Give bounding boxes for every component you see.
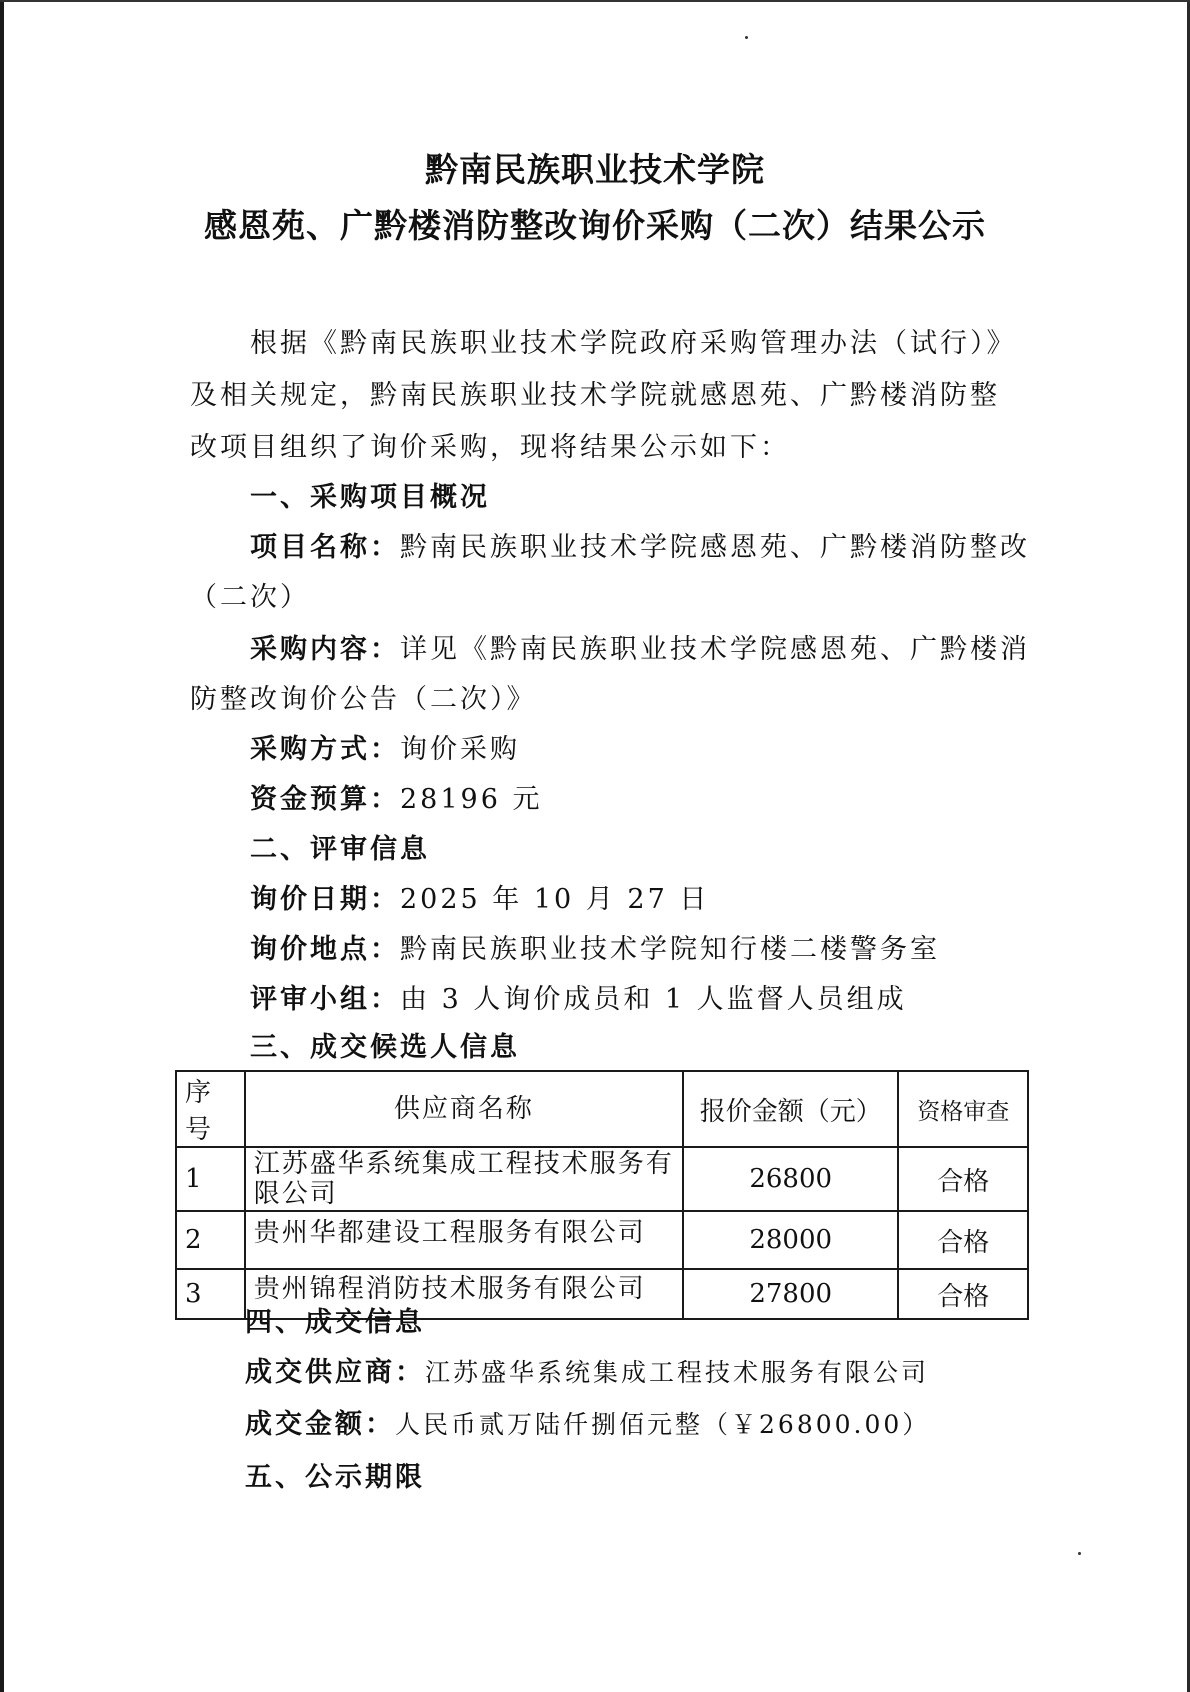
date-label: 询价日期：	[250, 884, 400, 915]
candidate-table	[175, 1070, 1029, 1320]
amount-value: 人民币贰万陆仟捌佰元整（￥26800.00）	[395, 1410, 931, 1439]
supplier-label: 成交供应商：	[245, 1357, 425, 1388]
panel-value: 由 3 人询价成员和 1 人监督人员组成	[400, 984, 907, 1015]
supplier-row	[245, 1350, 929, 1389]
header-index: 序号	[176, 1071, 245, 1147]
place-value: 黔南民族职业技术学院知行楼二楼警务室	[400, 934, 940, 965]
method-value: 询价采购	[400, 734, 520, 765]
row-supplier-name: 江苏盛华系统集成工程技术服务有限公司	[245, 1147, 683, 1211]
content-row	[250, 627, 1030, 666]
scan-edge-top	[0, 0, 1190, 2]
budget-value: 28196 元	[400, 784, 543, 815]
document-title-line-2: 感恩苑、广黔楼消防整改询价采购（二次）结果公示	[204, 206, 986, 245]
table-row	[176, 1147, 1028, 1211]
row-qualification: 合格	[898, 1147, 1028, 1211]
row-index: 2	[176, 1211, 245, 1269]
row-price: 26800	[683, 1147, 899, 1211]
method-row	[250, 727, 520, 766]
row-qualification: 合格	[898, 1211, 1028, 1269]
row-price: 27800	[683, 1269, 899, 1319]
row-supplier-name: 贵州华都建设工程服务有限公司	[245, 1211, 683, 1269]
section3-heading: 三、成交候选人信息	[250, 1032, 520, 1063]
supplier-value: 江苏盛华系统集成工程技术服务有限公司	[425, 1358, 930, 1387]
content-continuation: 防整改询价公告（二次）》	[190, 684, 537, 715]
panel-label: 评审小组：	[250, 984, 400, 1015]
scan-speck	[1078, 1552, 1081, 1555]
project-name-continuation: （二次）	[190, 582, 310, 613]
amount-label: 成交金额：	[245, 1409, 395, 1440]
candidate-table-header	[176, 1071, 1028, 1147]
date-value: 2025 年 10 月 27 日	[400, 884, 710, 915]
content-value: 详见《黔南民族职业技术学院感恩苑、广黔楼消	[400, 634, 1030, 665]
section4-heading: 四、成交信息	[245, 1307, 425, 1338]
place-label: 询价地点：	[250, 934, 400, 965]
amount-row	[245, 1402, 930, 1441]
intro-paragraph: 根据《黔南民族职业技术学院政府采购管理办法（试行）》及相关规定，黔南民族职业技术学院就感恩苑、广黔楼消防整改项目组织了询价采购，现将结果公示如下：	[190, 328, 1017, 463]
section1-heading: 一、采购项目概况	[250, 482, 490, 513]
content-label: 采购内容：	[250, 634, 400, 665]
row-supplier-name: 贵州锦程消防技术服务有限公司	[245, 1269, 683, 1319]
project-name-row	[250, 525, 1030, 564]
row-qualification: 合格	[898, 1269, 1028, 1319]
project-name-value: 黔南民族职业技术学院感恩苑、广黔楼消防整改	[400, 532, 1030, 563]
panel-row	[250, 977, 907, 1016]
date-row	[250, 877, 709, 916]
section5-heading: 五、公示期限	[245, 1462, 425, 1493]
row-index: 3	[176, 1269, 245, 1319]
budget-row	[250, 777, 542, 816]
project-name-label: 项目名称：	[250, 532, 400, 563]
table-row	[176, 1211, 1028, 1269]
document-title-line-1: 黔南民族职业技术学院	[425, 150, 765, 189]
place-row	[250, 927, 940, 966]
method-label: 采购方式：	[250, 734, 400, 765]
row-price: 28000	[683, 1211, 899, 1269]
budget-label: 资金预算：	[250, 784, 400, 815]
header-qualification: 资格审查	[898, 1071, 1028, 1147]
row-index: 1	[176, 1147, 245, 1211]
scan-speck	[745, 36, 748, 39]
header-supplier-name: 供应商名称	[245, 1071, 683, 1147]
section2-heading: 二、评审信息	[250, 834, 430, 865]
scan-edge-left	[0, 0, 4, 1692]
header-price: 报价金额（元）	[683, 1071, 899, 1147]
